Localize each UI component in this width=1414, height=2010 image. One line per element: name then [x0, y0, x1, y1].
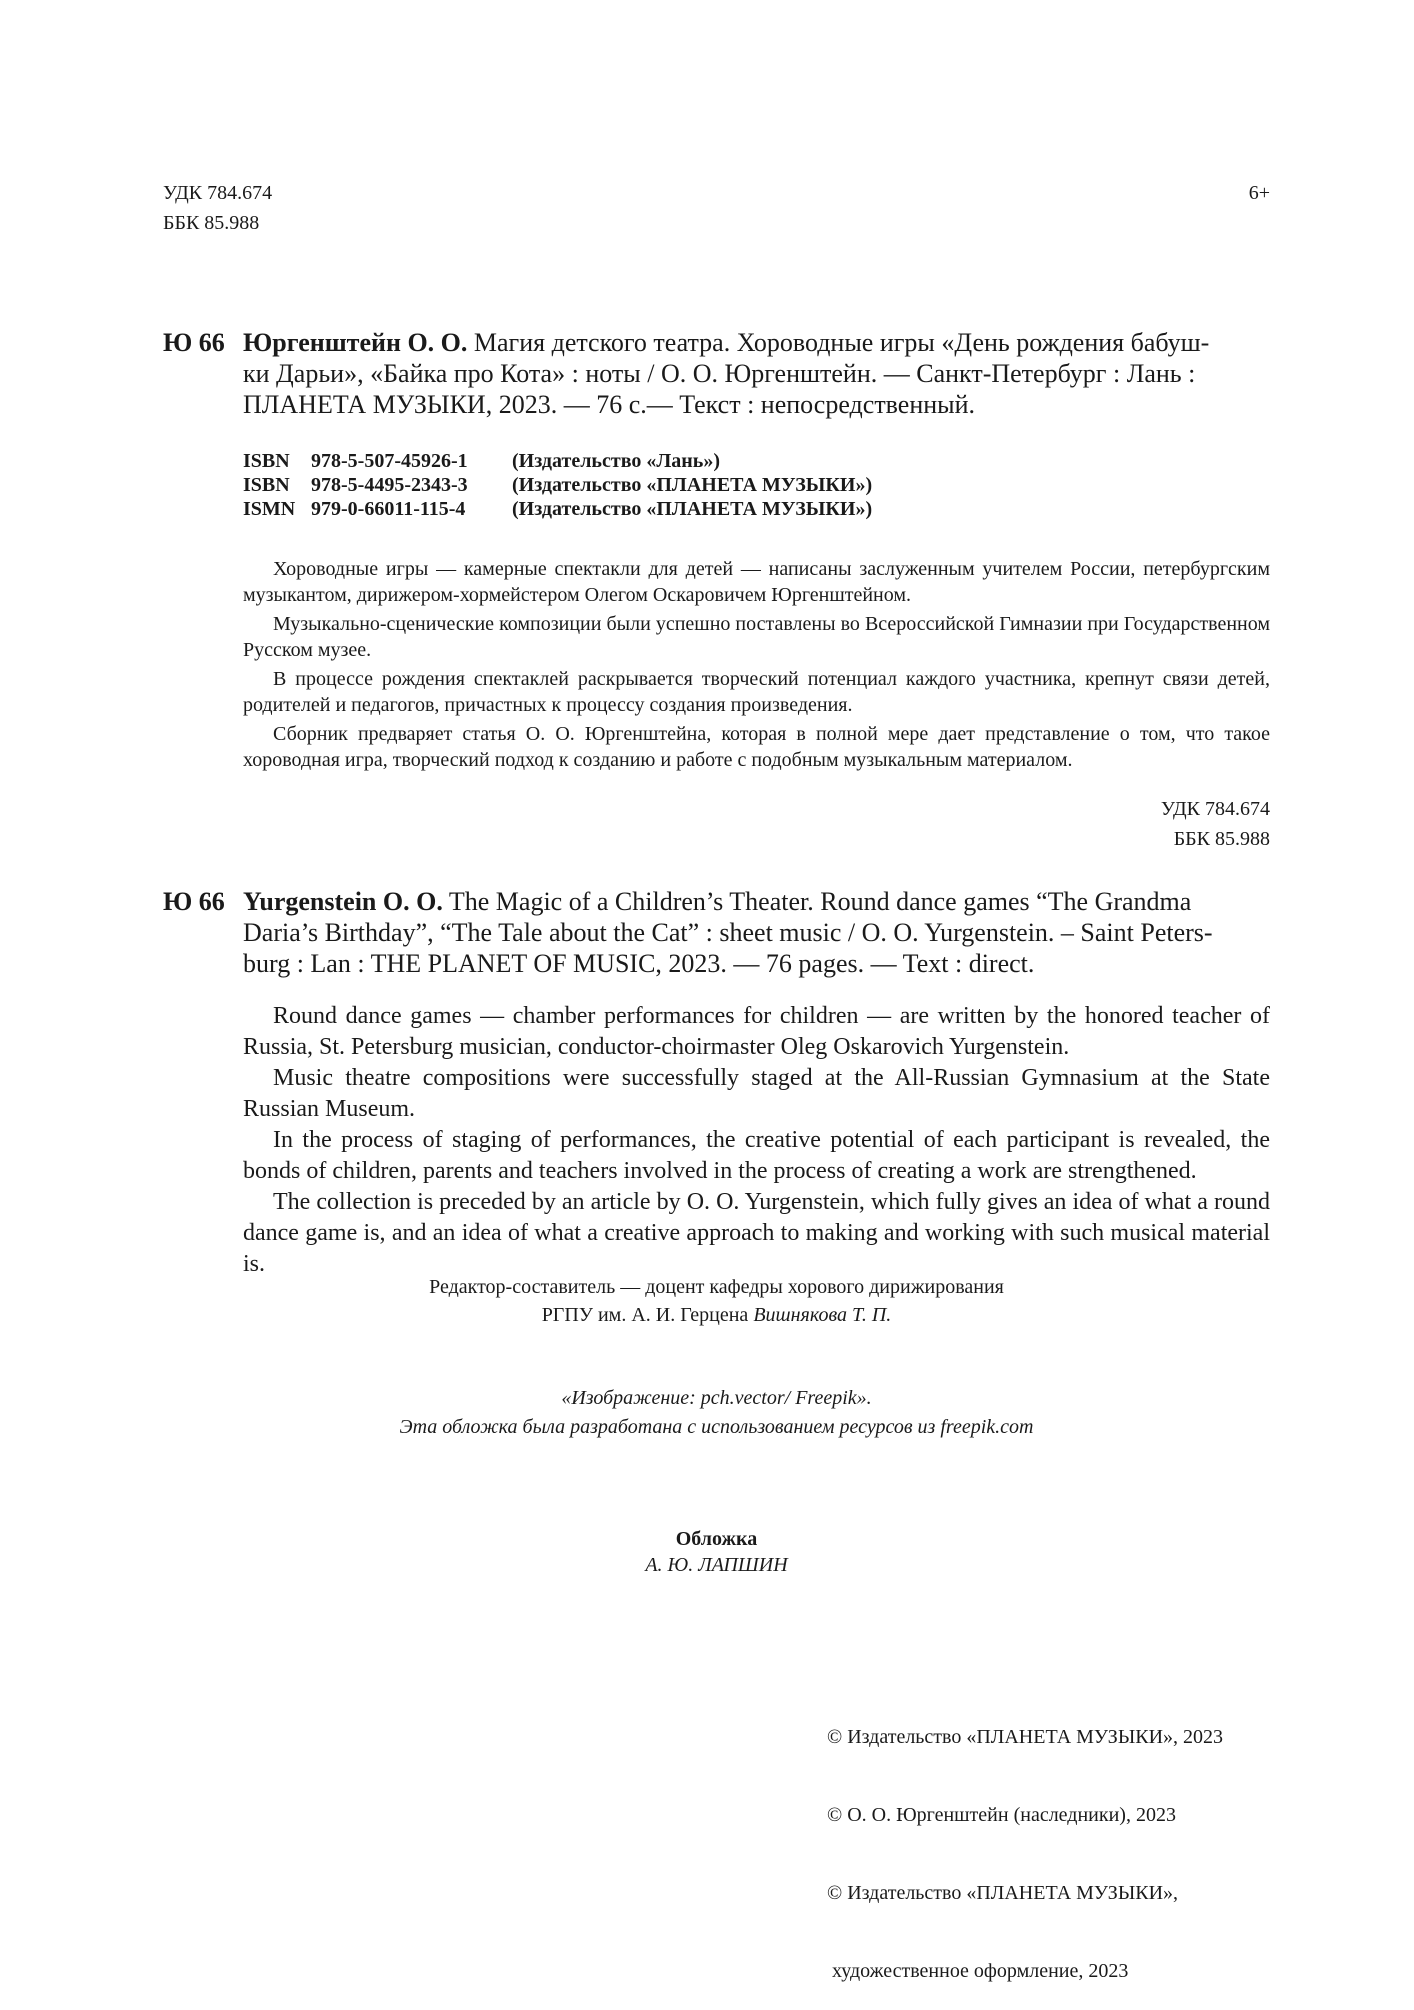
editor-line1: Редактор-составитель — доцент кафедры хорового дирижирования — [429, 1276, 1004, 1298]
isbn-kind: ISBN — [243, 474, 290, 496]
editor-affiliation: РГПУ им. А. И. Герцена — [541, 1304, 754, 1326]
isbn-kind: ISMN — [243, 498, 296, 520]
isbn-row — [243, 449, 872, 473]
image-credit — [163, 1385, 1270, 1440]
ru-title-line1: Магия детского театра. Хороводные игры «День рождения бабуш- — [473, 328, 1210, 357]
cover-artist: А. Ю. ЛАПШИН — [645, 1554, 788, 1576]
en-title-line3: burg : Lan : THE PLANET OF MUSIC, 2023. — 76 pages. — Text : direct. — [243, 949, 1035, 978]
en-abstract-paragraph: The collection is preceded by an article by O. O. Yurgenstein, which fully gives an idea of what a round dance game is, and an idea of what a creative approach to making and working with such musical material is. — [243, 1189, 1270, 1277]
editor-name: Вишнякова Т. П. — [753, 1304, 892, 1326]
copyright-line: художественное оформление, 2023 — [827, 1960, 1129, 1982]
udk-mid: УДК 784.674 — [1160, 798, 1270, 820]
isbn-publisher: (Издательство «Лань») — [512, 450, 721, 472]
ru-abstract-paragraph: Хороводные игры — камерные спектакли для детей — написаны заслуженным учителем России, петербургским музыкантом, дирижером-хормейстером Олегом Оскаровичем Юргенштейном. — [243, 558, 1270, 606]
ru-call-number: Ю 66 — [163, 328, 225, 357]
isbn-kind: ISBN — [243, 450, 290, 472]
isbn-publisher: (Издательство «ПЛАНЕТА МУЗЫКИ») — [512, 474, 873, 496]
isbn-number: 978-5-507-45926-1 — [311, 450, 468, 472]
editor-credit — [163, 1274, 1270, 1328]
ru-author: Юргенштейн О. О. — [243, 328, 468, 357]
age-rating: 6+ — [1248, 182, 1270, 204]
image-credit-line1: «Изображение: pch.vector/ Freepik». — [561, 1387, 872, 1409]
en-abstract-paragraph: In the process of staging of performances, the creative potential of each participant is revealed, the bonds of children, parents and teachers involved in the process of creating a work are strengthened. — [243, 1127, 1270, 1184]
en-abstract-paragraph: Music theatre compositions were successfully staged at the All-Russian Gymnasium at the State Russian Museum. — [243, 1065, 1270, 1122]
isbn-row — [243, 497, 872, 521]
ru-abstract-paragraph: Музыкально-сценические композиции были успешно поставлены во Всероссийской Гимназии при Государственном Русском музее. — [243, 613, 1270, 661]
en-title-line1: The Magic of a Children’s Theater. Round dance games “The Grandma — [448, 887, 1192, 916]
copyright-block — [827, 1672, 1270, 2010]
isbn-number: 978-5-4495-2343-3 — [311, 474, 468, 496]
en-call-number: Ю 66 — [163, 887, 225, 916]
copyright-line: © Издательство «ПЛАНЕТА МУЗЫКИ», 2023 — [827, 1726, 1224, 1748]
udk-top: УДК 784.674 — [163, 182, 273, 204]
en-abstract-paragraph: Round dance games — chamber performances for children — are written by the honored teacher of Russia, St. Petersburg musician, conductor-choirmaster Oleg Oskarovich Yurgenstein. — [243, 1003, 1270, 1060]
cover-credit — [163, 1526, 1270, 1578]
copyright-line: © О. О. Юргенштейн (наследники), 2023 — [827, 1804, 1176, 1826]
bbk-mid: ББК 85.988 — [1173, 828, 1270, 850]
isbn-number: 979-0-66011-115-4 — [311, 498, 466, 520]
cover-heading: Обложка — [675, 1528, 758, 1550]
copyright-line: © Издательство «ПЛАНЕТА МУЗЫКИ», — [827, 1882, 1179, 1904]
en-author: Yurgenstein O. O. — [243, 887, 443, 916]
image-credit-line2: Эта обложка была разработана с использованием ресурсов из freepik.com — [399, 1416, 1034, 1438]
en-abstract — [243, 1001, 1270, 1280]
ru-bibliographic-record — [163, 327, 1270, 420]
isbn-publisher: (Издательство «ПЛАНЕТА МУЗЫКИ») — [512, 498, 873, 520]
ru-abstract — [243, 556, 1270, 773]
isbn-block — [243, 449, 872, 521]
ru-abstract-paragraph: В процессе рождения спектаклей раскрывается творческий потенциал каждого участника, крепнут связи детей, родителей и педагогов, причастных к процессу создания произведения. — [243, 668, 1270, 716]
ru-title-line2: ки Дарьи», «Байка про Кота» : ноты / О. О. Юргенштейн. — Санкт-Петербург : Лань : — [243, 359, 1196, 388]
ru-title-line3: ПЛАНЕТА МУЗЫКИ, 2023. — 76 с.— Текст : непосредственный. — [243, 390, 976, 419]
bbk-top: ББК 85.988 — [163, 212, 260, 234]
en-bibliographic-record — [163, 886, 1270, 979]
isbn-row — [243, 473, 872, 497]
en-title-line2: Daria’s Birthday”, “The Tale about the Cat” : sheet music / O. O. Yurgenstein. – Saint Peters- — [243, 918, 1213, 947]
ru-abstract-paragraph: Сборник предваряет статья О. О. Юргенштейна, которая в полной мере дает представление о том, что такое хороводная игра, творческий подход к созданию и работе с подобным музыкальным материалом. — [243, 723, 1270, 771]
